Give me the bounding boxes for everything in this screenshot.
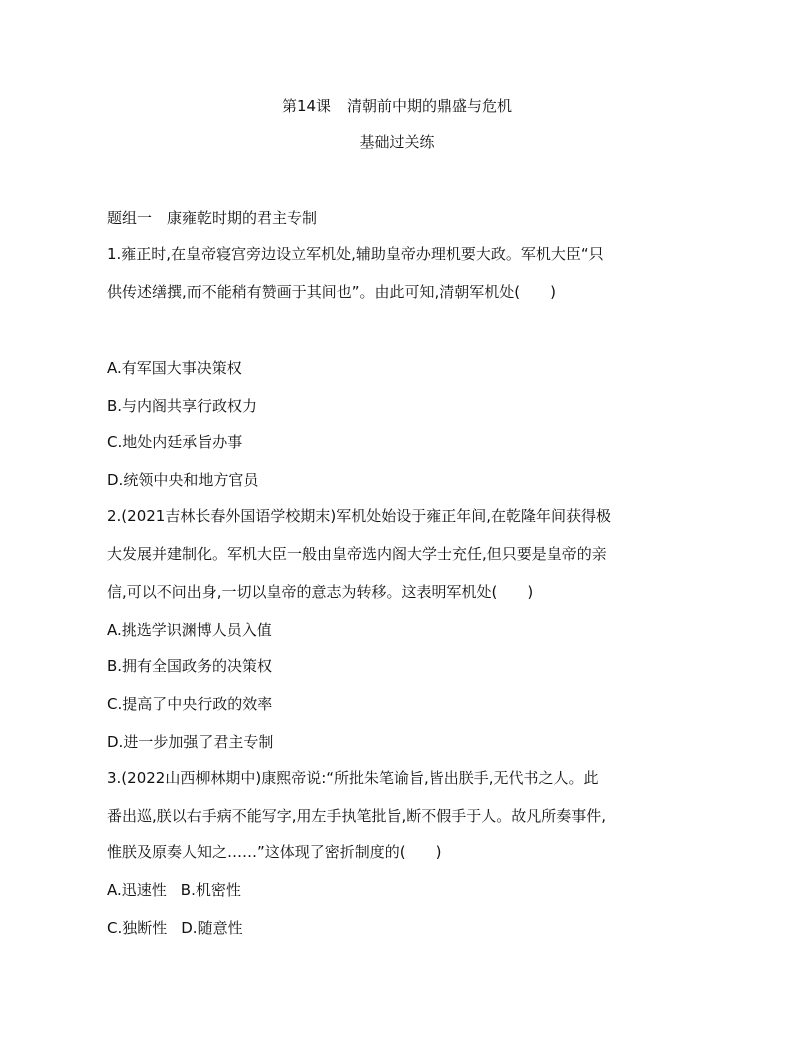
- question-2-option-d: D.进一步加强了君主专制: [107, 733, 274, 751]
- lesson-heading: [0, 96, 794, 116]
- question-3-line-1: 3.(2022山西柳林期中)康熙帝说:“所批朱笔谕旨,皆出朕手,无代书之人。此: [107, 769, 599, 787]
- exercise-subtitle: 基础过关练: [359, 133, 435, 151]
- question-1-line-1: 1.雍正时,在皇帝寝宫旁边设立军机处,辅助皇帝办理机要大政。军机大臣“只: [107, 245, 604, 263]
- question-2-line-2: 大发展并建制化。军机大臣一般由皇帝选内阁大学士充任,但只要是皇帝的亲: [107, 545, 607, 563]
- question-3-option-d: D.随意性: [181, 919, 243, 937]
- question-1-option-a: A.有军国大事决策权: [107, 359, 242, 377]
- question-3-line-2: 番出巡,朕以右手病不能写字,用左手执笔批旨,断不假手于人。故凡所奏事件,: [107, 807, 607, 825]
- question-2-option-a: A.挑选学识渊博人员入值: [107, 621, 272, 639]
- question-3-options-row-2: [107, 918, 687, 938]
- question-2-option-c: C.提高了中央行政的效率: [107, 695, 273, 713]
- question-3-options-row-1: [107, 880, 687, 900]
- question-3-line-3: 惟朕及原奏人知之……”这体现了密折制度的( ): [107, 843, 442, 861]
- question-1-option-d: D.统领中央和地方官员: [107, 471, 259, 489]
- question-2-line-1: 2.(2021吉林长春外国语学校期末)军机处始设于雍正年间,在乾隆年间获得极: [107, 507, 611, 525]
- question-2-line-3: 信,可以不问出身,一切以皇帝的意志为转移。这表明军机处( ): [107, 583, 534, 601]
- section-title: 题组一 康雍乾时期的君主专制: [107, 209, 318, 227]
- question-1-line-2: 供传述缮撰,而不能稍有赞画于其间也”。由此可知,清朝军机处( ): [107, 283, 557, 301]
- lesson-number: 第14课: [281, 97, 332, 115]
- lesson-title: 清朝前中期的鼎盛与危机: [347, 97, 513, 115]
- question-3-option-c: C.独断性: [107, 919, 168, 937]
- question-1-option-b: B.与内阁共享行政权力: [107, 397, 258, 415]
- question-3-option-a: A.迅速性: [107, 881, 167, 899]
- question-3-option-b: B.机密性: [180, 881, 241, 899]
- question-1-option-c: C.地处内廷承旨办事: [107, 433, 243, 451]
- question-2-option-b: B.拥有全国政务的决策权: [107, 657, 273, 675]
